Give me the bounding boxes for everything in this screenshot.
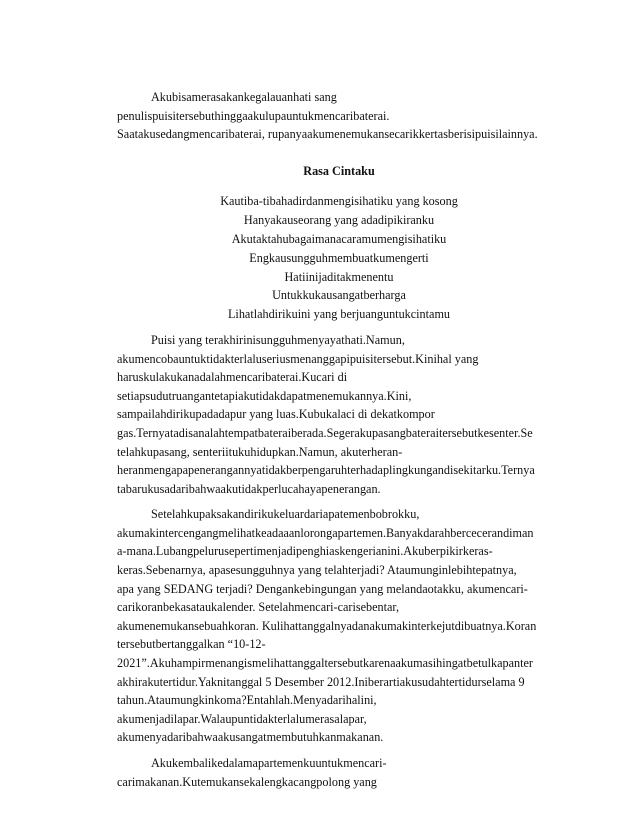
text-line: telahkupasang, senteriitukuhidupkan.Namun, akuterheran- xyxy=(117,444,403,459)
poem xyxy=(117,192,561,324)
text-line: tersebutbertanggalkan “10-12- xyxy=(117,637,266,652)
text-line: a-mana.Lubangpelurusepertimenjadipenghiaskengerianini.Akuberpikirkeras- xyxy=(117,544,493,559)
text-line: akhirakutertidur.Yaknitanggal 5 Desember 2012.Iniberartiakusudahtertidurselama 9 xyxy=(117,674,525,689)
document-page xyxy=(117,88,561,791)
text-line: akumenyadaribahwaakusangatmembutuhkanmakanan. xyxy=(117,730,384,745)
text-line: haruskulakukanadalahmencaribaterai.Kucari di xyxy=(117,370,348,385)
text-line: heranmengapapenerangannyatidakberpengaruhterhadaplingkungandisekitarku.Ternya xyxy=(117,463,535,478)
poem-line: Untukkukausangatberharga xyxy=(272,288,406,303)
text-line: akumenemukansebuahkoran. Kulihattanggalnyadanakumakinterkejutdibuatnya.Koran xyxy=(117,618,537,633)
text-line: Akukembalikedalamapartemenkuuntukmencari- xyxy=(151,756,387,771)
poem-line: Kautiba-tibahadirdanmengisihatiku yang kosong xyxy=(220,194,458,209)
text-line: Saatakusedangmencaribaterai, rupanyaakumenemukansecarikkertasberisipuisilainnya. xyxy=(117,127,538,142)
poem-line: Hanyakauseorang yang adadipikiranku xyxy=(243,213,435,228)
text-line: apa yang SEDANG terjadi? Dengankebingungan yang melandaotakku, akumencari- xyxy=(117,581,528,596)
body-paragraph-3 xyxy=(117,505,561,747)
poem-title: Rasa Cintaku xyxy=(303,163,375,178)
text-line: setiapsudutruangantetapiakutidakdapatmenemukannya.Kini, xyxy=(117,388,412,403)
text-line: sampailahdirikupadadapur yang luas.Kubukalaci di dekatkompor xyxy=(117,407,435,422)
poem-line: Hatiinijaditakmenentu xyxy=(284,269,394,284)
poem-line: Engkausungguhmembuatkumengerti xyxy=(249,250,429,265)
text-line: keras.Sebenarnya, apasesungguhnya yang telahterjadi? Ataumunginlebihtepatnya, xyxy=(117,563,517,578)
text-line: carikoranbekasataukalender. Setelahmencari-carisebentar, xyxy=(117,600,400,615)
text-line: carimakanan.Kutemukansekalengkacangpolong yang xyxy=(117,774,377,789)
body-paragraph-2 xyxy=(117,331,561,498)
text-line: Setelahkupaksakandirikukeluardariapatemenbobrokku, xyxy=(151,507,420,522)
text-line: akumencobauntuktidakterlaluseriusmenanggapipuisitersebut.Kinihal yang xyxy=(117,351,479,366)
text-line: akumenjadilapar.Walaupuntidakterlalumerasalapar, xyxy=(117,711,367,726)
poem-line: Lihatlahdirikuini yang berjuanguntukcintamu xyxy=(227,307,451,322)
text-line: akumakintercengangmelihatkeadaaanlorongapartemen.Banyakdarahbercecerandiman xyxy=(117,525,534,540)
intro-paragraph xyxy=(117,88,561,144)
text-line: penulispuisitersebuthinggaakulupauntukmencaribaterai. xyxy=(117,108,390,123)
text-line: 2021”.Akuhampirmenangismelihattanggaltersebutkarenaakumasihingatbetulkapanter xyxy=(117,656,533,671)
body-paragraph-4 xyxy=(117,754,561,791)
text-line: gas.Ternyatadisanalahtempatbateraiberada.Segerakupasangbateraitersebutkesenter.Se xyxy=(117,425,533,440)
text-line: Akubisamerasakankegalauanhati sang xyxy=(151,90,337,104)
text-line: tahun.Ataumungkinkoma?Entahlah.Menyadarihalini, xyxy=(117,693,377,708)
text-line: Puisi yang terakhirinisungguhmenyayathati.Namun, xyxy=(151,332,405,347)
text-line: tabarukusadaribahwaakutidakperlucahayapenerangan. xyxy=(117,481,381,496)
poem-line: Akutaktahubagaimanacaramumengisihatiku xyxy=(231,231,447,246)
